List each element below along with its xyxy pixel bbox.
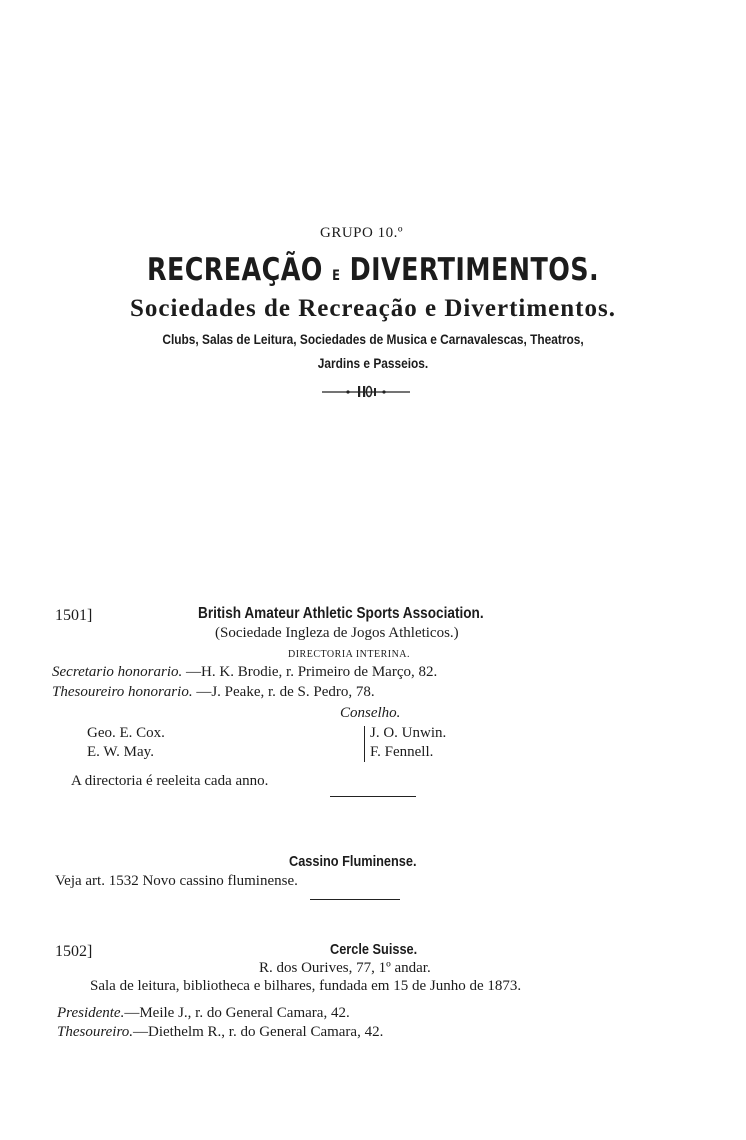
ornament-divider-icon bbox=[318, 383, 414, 399]
council-label: Conselho. bbox=[340, 705, 401, 721]
divider bbox=[330, 796, 416, 797]
entry-name: British Amateur Athletic Sports Association. bbox=[198, 605, 484, 622]
secretary-value: —H. K. Brodie, r. Primeiro de Março, 82. bbox=[186, 664, 438, 680]
group-label: GRUPO 10.º bbox=[320, 225, 403, 241]
entry-name: Cassino Fluminense. bbox=[289, 853, 417, 870]
president-value: —Meile J., r. do General Camara, 42. bbox=[124, 1005, 350, 1021]
entry-name: Cercle Suisse. bbox=[330, 941, 418, 958]
president-line bbox=[57, 1005, 350, 1022]
entry-description: Sala de leitura, bibliotheca e bilhares, fundada em 15 de Junho de 1873. bbox=[90, 978, 522, 994]
directory-label: DIRECTORIA INTERINA. bbox=[288, 649, 411, 660]
entry-note: Veja art. 1532 Novo cassino fluminense. bbox=[55, 873, 298, 889]
section-description-line-2: Jardins e Passeios. bbox=[317, 355, 429, 371]
treasurer-role: Thesoureiro honorario. bbox=[52, 684, 193, 700]
entry-number: 1502] bbox=[55, 943, 93, 960]
treasurer-line bbox=[57, 1024, 383, 1041]
divider bbox=[310, 899, 400, 900]
entry-translation: (Sociedade Ingleza de Jogos Athleticos.) bbox=[215, 625, 459, 641]
secretary-line bbox=[52, 664, 437, 681]
council-member: Geo. E. Cox. bbox=[87, 725, 165, 741]
page-title bbox=[67, 252, 679, 288]
title-part-2: DIVERTIMENTOS. bbox=[349, 252, 600, 288]
treasurer-value: —J. Peake, r. de S. Pedro, 78. bbox=[196, 684, 375, 700]
section-subtitle: Sociedades de Recreação e Divertimentos. bbox=[130, 295, 616, 322]
bracket-line bbox=[364, 726, 365, 762]
council-member: F. Fennell. bbox=[370, 744, 434, 760]
entry-note: A directoria é reeleita cada anno. bbox=[71, 773, 269, 789]
section-description-line-1: Clubs, Salas de Leitura, Sociedades de Musica e Carnavalescas, Theatros, bbox=[162, 331, 584, 347]
council-member: E. W. May. bbox=[87, 744, 154, 760]
treasurer-value: —Diethelm R., r. do General Camara, 42. bbox=[132, 1024, 384, 1040]
treasurer-line bbox=[52, 684, 375, 701]
secretary-role: Secretario honorario. bbox=[52, 664, 183, 680]
title-part-1: RECREAÇÃO bbox=[146, 252, 323, 288]
president-role: Presidente. bbox=[57, 1005, 125, 1021]
title-connector: E bbox=[332, 268, 341, 284]
treasurer-role: Thesoureiro. bbox=[57, 1024, 133, 1040]
council-member: J. O. Unwin. bbox=[370, 725, 447, 741]
entry-address: R. dos Ourives, 77, 1º andar. bbox=[259, 960, 431, 976]
entry-number: 1501] bbox=[55, 607, 93, 624]
